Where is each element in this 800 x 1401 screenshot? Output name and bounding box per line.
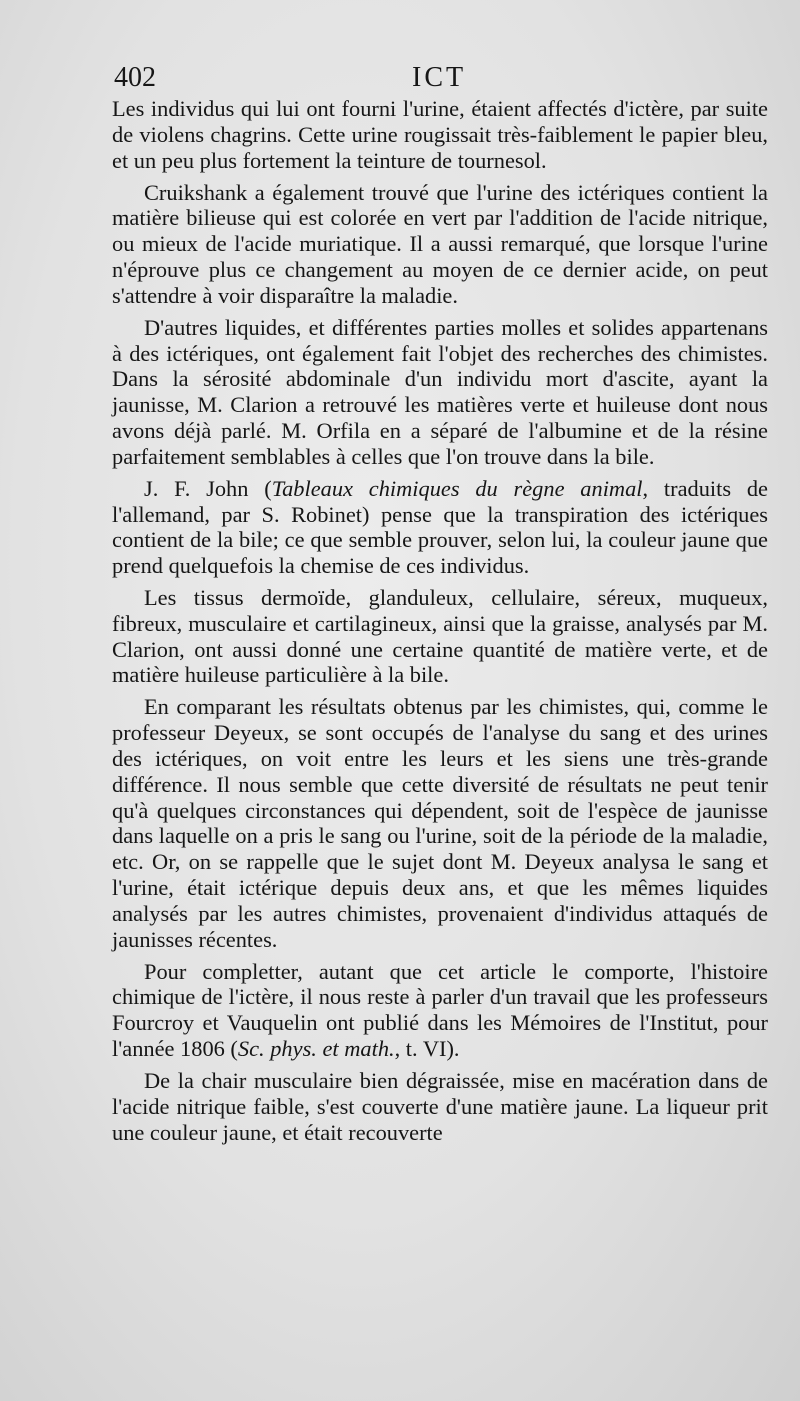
running-title: ICT (412, 62, 467, 93)
paragraph-tissues: Les tissus dermoïde, glanduleux, cellulaire, séreux, muqueux, fibreux, musculaire et cartilagineux, ainsi que la graisse, analysés par M. Clarion, ont aussi donné une certaine quantité de matière verte, et de matière huileuse particulière à la bile. (112, 585, 768, 688)
fourcroy-text-start: Pour completter, autant que cet article le comporte, l'histoire chimique de l'ictère, il nous reste à parler d'un travail que les professeurs Fourcroy et Vauquelin ont publié dans les Mémoires de l'Institut, pour l'année 1806 ( (112, 958, 768, 1062)
paragraph-deyeux: En comparant les résultats obtenus par les chimistes, qui, comme le professeur Deyeux, se sont occupés de l'analyse du sang et des urines des ictériques, on voit entre les leurs et les siens une très-grande différence. Il nous semble que cette diversité de résultats ne peut tenir qu'à quelques circonstances qui dépendent, soit de l'espèce de jaunisse dans laquelle on a pris le sang ou l'urine, soit de la période de la maladie, etc. Or, on se rappelle que le sujet dont M. Deyeux analysa le sang et l'urine, était ictérique depuis deux ans, et que les mêmes liquides analysés par les autres chimistes, provenaient d'individus attaqués de jaunisses récentes. (112, 694, 768, 952)
page-number: 402 (114, 62, 156, 93)
body-text (112, 96, 768, 1152)
paragraph-cruikshank: Cruikshank a également trouvé que l'urine des ictériques contient la matière bilieuse qui est colorée en vert par l'addition de l'acide nitrique, ou mieux de l'acide muriatique. Il a aussi remarqué, que lorsque l'urine n'éprouve plus ce changement au moyen de ce dernier acide, on peut s'attendre à voir disparaître la maladie. (112, 179, 768, 308)
fourcroy-text-end: , t. VI). (394, 1036, 460, 1062)
john-text-start: J. F. John ( (144, 475, 272, 501)
paragraph-fourcroy (112, 959, 768, 1062)
paragraph-other-liquids: D'autres liquides, et différentes parties molles et solides appartenans à des ictériques, ont également fait l'objet des recherches des chimistes. Dans la sérosité abdominale d'un individu mort d'ascite, ayant la jaunisse, M. Clarion a retrouvé les matières verte et huileuse dont nous avons déjà parlé. M. Orfila en a séparé de l'albumine et de la résine parfaitement semblables à celles que l'on trouve dans la bile. (112, 314, 768, 469)
john-book-title: Tableaux chimiques du règne animal (271, 475, 643, 501)
paragraph-muscle-flesh: De la chair musculaire bien dégraissée, mise en macération dans de l'acide nitrique faible, s'est couverte d'une matière jaune. La liqueur prit une couleur jaune, et était recouverte (112, 1068, 768, 1145)
fourcroy-journal-title: Sc. phys. et math. (237, 1036, 395, 1062)
paragraph-john (112, 476, 768, 579)
paragraph-urine-jaundice: Les individus qui lui ont fourni l'urine, étaient affectés d'ictère, par suite de violens chagrins. Cette urine rougissait très-faiblement le papier bleu, et un peu plus fortement la teinture de tournesol. (112, 96, 768, 173)
page-header (114, 62, 774, 98)
john-text-end: , traduits de l'allemand, par S. Robinet) pense que la transpiration des ictériques contient de la bile; ce que semble prouver, selon lui, la couleur jaune que prend quelquefois la chemise de ces individus. (112, 475, 768, 579)
